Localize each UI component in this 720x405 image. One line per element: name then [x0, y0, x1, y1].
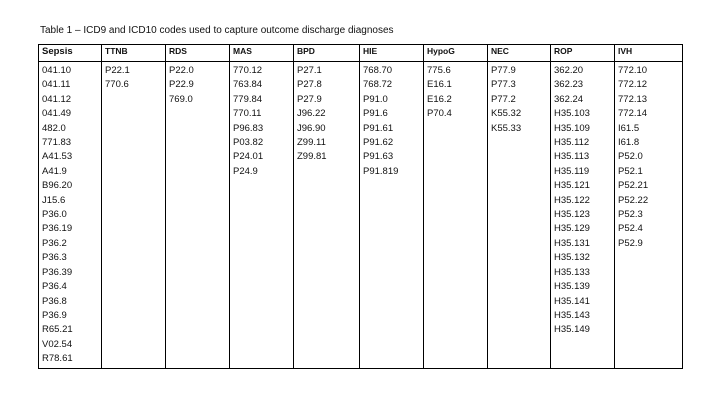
code-entry: H35.149	[554, 324, 590, 336]
code-entry: H35.141	[554, 295, 590, 307]
code-entry: H35.143	[554, 309, 590, 321]
column-cell-sepsis	[39, 62, 102, 369]
column-header-ttnb: TTNB	[102, 45, 166, 62]
code-entry: A41.9	[42, 165, 67, 177]
code-entry: 041.10	[42, 65, 72, 76]
code-entry: R65.21	[42, 324, 73, 336]
code-entry: P27.8	[297, 79, 322, 91]
code-entry: P27.9	[297, 93, 322, 105]
code-entry: P36.2	[42, 237, 67, 249]
code-entry: P36.0	[42, 209, 67, 221]
code-entry: E16.2	[427, 93, 452, 105]
code-entry: H35.113	[554, 151, 590, 163]
code-entry: H35.139	[554, 281, 590, 293]
code-entry: 779.84	[233, 93, 263, 105]
code-entry: 482.0	[42, 122, 66, 134]
code-entry: 768.72	[363, 79, 393, 91]
code-entry: P91.6	[363, 108, 388, 120]
icd-codes-table	[38, 44, 683, 369]
code-entry: 769.0	[169, 93, 193, 105]
code-entry: P52.1	[618, 165, 643, 177]
code-entry: P36.3	[42, 252, 67, 264]
column-header-rop: ROP	[551, 45, 615, 62]
code-entry: H35.131	[554, 237, 590, 249]
code-entry: H35.112	[554, 137, 590, 149]
column-header-bpd: BPD	[294, 45, 360, 62]
code-entry: R78.61	[42, 353, 73, 365]
column-header-sepsis: Sepsis	[39, 45, 102, 62]
code-entry: Z99.81	[297, 151, 327, 163]
code-entry: P91.819	[363, 165, 399, 177]
code-entry: P77.9	[491, 65, 516, 76]
code-entry: P22.9	[169, 79, 194, 91]
code-entry: P24.01	[233, 151, 264, 163]
code-entry: 770.6	[105, 79, 129, 91]
code-entry: V02.54	[42, 338, 73, 350]
column-cell-ivh	[615, 62, 683, 369]
column-cell-hie	[360, 62, 424, 369]
column-header-hie: HIE	[360, 45, 424, 62]
code-entry: H35.121	[554, 180, 590, 192]
column-cell-mas	[230, 62, 294, 369]
code-entry: 772.14	[618, 108, 648, 120]
code-entry: K55.32	[491, 108, 522, 120]
code-entry: H35.123	[554, 209, 590, 221]
code-entry: H35.122	[554, 194, 590, 206]
code-entry: P24.9	[233, 165, 258, 177]
code-entry: H35.109	[554, 122, 590, 134]
code-entry: P36.8	[42, 295, 67, 307]
column-cell-nec	[488, 62, 551, 369]
code-entry: P03.82	[233, 137, 264, 149]
column-header-nec: NEC	[488, 45, 551, 62]
code-entry: P52.0	[618, 151, 643, 163]
codes-row	[39, 62, 683, 369]
code-entry: P52.3	[618, 209, 643, 221]
code-entry: 775.6	[427, 65, 451, 76]
code-entry: I61.5	[618, 122, 640, 134]
column-header-ivh: IVH	[615, 45, 683, 62]
code-entry: H35.129	[554, 223, 590, 235]
code-entry: P52.22	[618, 194, 649, 206]
code-entry: H35.132	[554, 252, 590, 264]
code-entry: 772.13	[618, 93, 648, 105]
code-entry: 041.12	[42, 93, 72, 105]
code-entry: J15.6	[42, 194, 66, 206]
code-entry: K55.33	[491, 122, 522, 134]
code-entry: P36.4	[42, 281, 67, 293]
header-row	[39, 45, 683, 62]
code-entry: 768.70	[363, 65, 393, 76]
code-entry: P52.21	[618, 180, 649, 192]
code-entry: 771.83	[42, 137, 72, 149]
table-caption: Table 1 – ICD9 and ICD10 codes used to capture outcome discharge diagnoses	[40, 25, 394, 36]
code-entry: 362.24	[554, 93, 584, 105]
code-entry: H35.133	[554, 266, 590, 278]
code-entry: P77.3	[491, 79, 516, 91]
code-entry: J96.22	[297, 108, 326, 120]
code-entry: P91.62	[363, 137, 394, 149]
code-entry: 770.12	[233, 65, 263, 76]
code-entry: 041.49	[42, 108, 72, 120]
code-entry: H35.119	[554, 165, 590, 177]
code-entry: P22.1	[105, 65, 130, 76]
code-entry: 772.12	[618, 79, 648, 91]
column-cell-ttnb	[102, 62, 166, 369]
code-entry: I61.8	[618, 137, 640, 149]
code-entry: 362.20	[554, 65, 584, 76]
code-entry: P52.9	[618, 237, 643, 249]
column-cell-rop	[551, 62, 615, 369]
code-entry: H35.103	[554, 108, 590, 120]
code-entry: P36.9	[42, 309, 67, 321]
code-entry: 772.10	[618, 65, 648, 76]
column-header-mas: MAS	[230, 45, 294, 62]
column-header-rds: RDS	[166, 45, 230, 62]
code-entry: P91.0	[363, 93, 388, 105]
code-entry: A41.53	[42, 151, 73, 163]
code-entry: P70.4	[427, 108, 452, 120]
code-entry: B96.20	[42, 180, 73, 192]
code-entry: P77.2	[491, 93, 516, 105]
column-cell-hypog	[424, 62, 488, 369]
code-entry: P22.0	[169, 65, 194, 76]
code-entry: 362.23	[554, 79, 584, 91]
code-entry: P91.61	[363, 122, 394, 134]
code-entry: P27.1	[297, 65, 322, 76]
column-header-hypog: HypoG	[424, 45, 488, 62]
code-entry: 763.84	[233, 79, 263, 91]
code-entry: P52.4	[618, 223, 643, 235]
code-entry: P36.19	[42, 223, 73, 235]
column-cell-rds	[166, 62, 230, 369]
column-cell-bpd	[294, 62, 360, 369]
code-entry: P36.39	[42, 266, 73, 278]
code-entry: P96.83	[233, 122, 264, 134]
code-entry: 770.11	[233, 108, 262, 120]
code-entry: 041.11	[42, 79, 71, 91]
code-entry: P91.63	[363, 151, 394, 163]
code-entry: Z99.11	[297, 137, 326, 149]
code-entry: J96.90	[297, 122, 326, 134]
code-entry: E16.1	[427, 79, 452, 91]
